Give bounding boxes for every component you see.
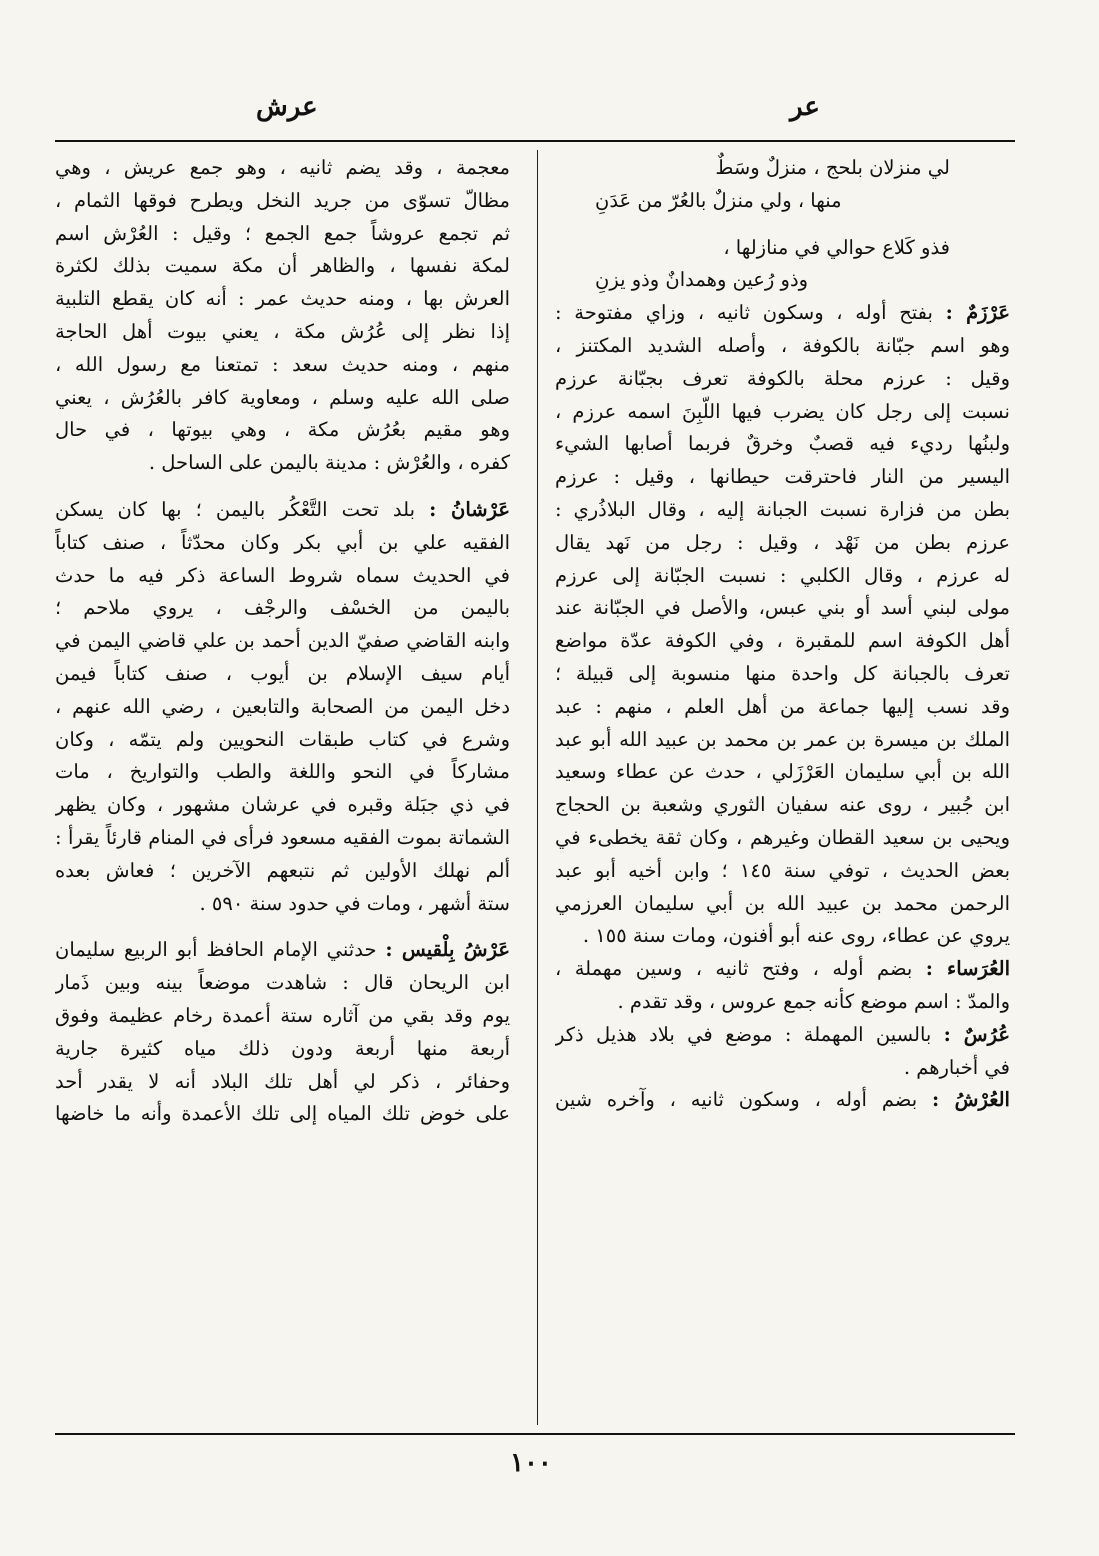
text-line: [55, 888, 510, 921]
line-text: باليمن من الخسْف والرجْف ، يروي ملاحم ؛: [55, 596, 510, 620]
left-text-column: [55, 152, 510, 1131]
line-text: ويحيى بن سعيد القطان وغيرهم ، وكان ثقة يخطىء في: [555, 825, 1010, 849]
line-text: فذو كَلاع حوالي في منازلها ،: [723, 235, 950, 259]
line-text: وحفائر ، ذكر لي أهل تلك البلاد أنه لا يقدر أحد: [55, 1069, 510, 1093]
line-text: عرزم بطن من نَهْد ، وقيل : رجل من نَهد يقال: [555, 530, 1010, 554]
line-text: ولبنُها رديء فيه قصبٌ وخرقٌ فربما أصابها الشيء: [555, 432, 1010, 456]
line-text: حدثني الإمام الحافظ أبو الربيع سليمان: [55, 938, 386, 962]
line-text: وقد نسب إليها جماعة من أهل العلم ، منهم : عبد: [555, 694, 1010, 718]
line-text: مظالّ تسوّى من جريد النخل ويطرح فوقها الثمام ،: [55, 188, 510, 212]
entry-headword: العُرَساء :: [925, 957, 1010, 981]
text-line: [55, 822, 510, 855]
verse-line: [555, 264, 1010, 297]
text-line: [555, 330, 1010, 363]
verse-line: [555, 232, 1010, 265]
text-line: [55, 1098, 510, 1131]
line-text: معجمة ، وقد يضم ثانيه ، وهو جمع عريش ، وهي: [55, 156, 510, 179]
text-line: [555, 527, 1010, 560]
text-line: [55, 756, 510, 789]
line-text: أيام سيف الإسلام بن أيوب ، صنف كتاباً فيمن: [55, 661, 510, 685]
line-text: بعض الحديث ، توفي سنة ١٤٥ ؛ وابن أخيه أبو عبد: [555, 858, 1010, 882]
line-text: وقيل : عرزم محلة بالكوفة تعرف بجبّانة عرزم: [555, 366, 1010, 390]
footer-rule: [55, 1433, 1015, 1435]
text-line: [55, 1066, 510, 1099]
text-line: [55, 250, 510, 283]
line-text: مولى لبني أسد أو بني عبس، والأصل في الجبّانة عند: [555, 596, 1010, 620]
line-text: العرش بها ، ومنه حديث عمر : أنه كان يقطع التلبية: [55, 287, 510, 311]
text-line: [55, 934, 510, 967]
line-text: الرحمن محمد بن عبيد الله بن أبي سليمان العرزمي: [555, 891, 1010, 915]
column-divider: [537, 150, 538, 1425]
line-text: الملك بن ميسرة بن عمر بن محمد بن عبيد الله أبو عبد: [555, 727, 1010, 751]
line-text: أربعة منها أربعة ودون ذلك مياه كثيرة جارية: [55, 1036, 510, 1060]
text-line: [55, 592, 510, 625]
line-text: لي منزلان بلحج ، منزلٌ وسَطٌ: [715, 156, 950, 179]
line-text: ثم تجمع عروشاً جمع الجمع ؛ وقيل : العُرْش اسم: [55, 221, 510, 245]
line-text: بطن من فزارة نسبت الجبانة إليه ، وقال البلاذُري :: [555, 497, 1010, 521]
paragraph-gap: [55, 920, 510, 934]
text-line: [555, 855, 1010, 888]
text-line: [55, 1000, 510, 1033]
line-text: على خوض تلك المياه إلى تلك الأعمدة وأنه ما خاضها: [55, 1102, 510, 1126]
text-line: [555, 888, 1010, 921]
text-line: [555, 494, 1010, 527]
text-line: [55, 855, 510, 888]
line-text: بفتح أوله ، وسكون ثانيه ، وزاي مفتوحة :: [555, 301, 946, 325]
text-line: [555, 920, 1010, 953]
text-line: [555, 428, 1010, 461]
text-line: [55, 1033, 510, 1066]
paragraph-gap: [555, 218, 1010, 232]
line-text: ابن الريحان قال : شاهدت موضعاً بينه وبين ذَمار: [55, 971, 510, 995]
line-text: الفقيه علي بن أبي بكر وكان محدّثاً ، صنف كتاباً: [55, 530, 510, 554]
text-line: [555, 461, 1010, 494]
line-text: وشرع في كتاب طبقات النحويين ولم يتمّه ، وكان: [55, 727, 510, 751]
line-text: منها ، ولي منزلٌ بالعُرّ من عَدَنِ: [595, 188, 842, 212]
right-text-column: [555, 152, 1010, 1117]
line-text: دخل اليمن من الصحابة والتابعين ، رضي الله عنهم ،: [55, 694, 510, 718]
line-text: في الحديث سماه شروط الساعة ذكر فيه ما حدث: [55, 563, 510, 587]
text-line: [55, 447, 510, 480]
text-line: [55, 349, 510, 382]
line-text: بالسين المهملة : موضع في بلاد هذيل ذكر: [555, 1022, 944, 1046]
line-text: اليسير من النار فاحترقت حيطانها ، وقيل : عرزم: [555, 465, 1010, 489]
line-text: بضم أوله ، وفتح ثانيه ، وسين مهملة ،: [555, 957, 926, 981]
line-text: ابن جُبير ، روى عنه سفيان الثوري وشعبة بن الحجاج: [555, 793, 1010, 817]
line-text: في أخبارهم .: [903, 1055, 1010, 1079]
entry-headword: العُرْشُ :: [932, 1088, 1010, 1112]
entry-headword: عُرُسٌ :: [943, 1022, 1010, 1046]
line-text: وهو مقيم بعُرُش مكة ، وهي بيوتها ، في حال: [55, 418, 510, 442]
text-line: [55, 218, 510, 251]
text-line: [55, 691, 510, 724]
text-line: [555, 756, 1010, 789]
text-line: [555, 592, 1010, 625]
text-line: [555, 1019, 1010, 1052]
text-line: [55, 658, 510, 691]
line-text: إذا نظر إلى عُرُش مكة ، يعني بيوت أهل الحاجة: [55, 319, 510, 343]
line-text: ستة أشهر ، ومات في حدود سنة ٥٩٠ .: [199, 891, 510, 915]
entry-headword: عَرْشُ بِلْقيس :: [385, 938, 510, 962]
line-text: يوم وقد بقي من آثاره ستة أعمدة رخام عظيمة وفوق: [55, 1003, 510, 1027]
text-line: [555, 986, 1010, 1019]
verse-line: [555, 185, 1010, 218]
line-text: صلى الله عليه وسلم ، ومعاوية كافر بالعُرُش ، يعني: [55, 385, 510, 409]
line-text: بضم أوله ، وسكون ثانيه ، وآخره شين: [555, 1088, 932, 1112]
line-text: ألم نهلك الأولين ثم نتبعهم الآخرين ؛ فعاش بعده: [55, 858, 510, 882]
text-line: [555, 822, 1010, 855]
text-line: [55, 185, 510, 218]
line-text: له عرزم ، وقال الكلبي : نسبت الجبّانة إلى عرزم: [555, 563, 1010, 587]
header-rule: [55, 140, 1015, 142]
text-line: [555, 363, 1010, 396]
line-text: وهو اسم جبّانة بالكوفة ، وأصله الشديد المكتنز ،: [555, 333, 1010, 357]
text-line: [55, 414, 510, 447]
line-text: كفره ، والعُرْش : مدينة باليمن على الساحل .: [148, 451, 510, 475]
entry-headword: عَرْشانُ :: [429, 497, 510, 521]
line-text: تعرف بالجبانة كل واحدة منها منسوبة إلى قبيلة ؛: [555, 661, 1010, 685]
line-text: نسبت إلى رجل كان يضرب فيها اللّبِنَ اسمه عرزم ،: [555, 399, 1010, 423]
text-line: [55, 789, 510, 822]
running-header-right: عر: [790, 92, 820, 122]
line-text: الشماتة بموت الفقيه مسعود فرأى في المنام قارئاً يقرأ :: [55, 825, 510, 849]
text-line: [555, 1084, 1010, 1117]
line-text: يروي عن عطاء، روى عنه أبو أفنون، ومات سنة ١٥٥ .: [582, 924, 1010, 948]
entry-headword: عَرْزَمٌ :: [945, 301, 1010, 325]
line-text: لمكة نفسها ، والظاهر أن مكة سميت بذلك لكثرة: [55, 254, 510, 278]
text-line: [55, 316, 510, 349]
text-line: [555, 560, 1010, 593]
line-text: والمدّ : اسم موضع كأنه جمع عروس ، وقد تقدم .: [617, 989, 1010, 1013]
line-text: أهل الكوفة اسم للمقبرة ، وفي الكوفة عدّة مواضع: [555, 629, 1010, 653]
text-line: [55, 560, 510, 593]
page-number: ١٠٠: [510, 1448, 552, 1478]
text-line: [555, 396, 1010, 429]
text-line: [555, 691, 1010, 724]
line-text: مشاركاً في النحو واللغة والطب والتواريخ ، مات: [55, 760, 510, 784]
text-line: [555, 658, 1010, 691]
text-line: [55, 967, 510, 1000]
text-line: [55, 625, 510, 658]
line-text: بلد تحت التَّعْكُر باليمن ؛ بها كان يسكن: [55, 497, 430, 521]
line-text: وذو رُعين وهمدانٌ وذو يزنِ: [595, 268, 809, 292]
text-line: [55, 494, 510, 527]
line-text: منهم ، ومنه حديث سعد : تمتعنا مع رسول الله ،: [55, 352, 510, 376]
line-text: وابنه القاضي صفيّ الدين أحمد بن علي قاضي اليمن في: [55, 629, 510, 653]
paragraph-gap: [55, 480, 510, 494]
verse-line: [555, 152, 1010, 185]
text-line: [555, 953, 1010, 986]
text-line: [55, 382, 510, 415]
text-line: [55, 527, 510, 560]
line-text: في ذي جبَلة وقبره في عرشان مشهور ، وكان يظهر: [55, 793, 510, 817]
text-line: [55, 724, 510, 757]
text-line: [555, 1052, 1010, 1085]
text-line: [55, 283, 510, 316]
text-line: [555, 789, 1010, 822]
running-header-left: عرش: [256, 92, 318, 122]
text-line: [555, 724, 1010, 757]
text-line: [555, 297, 1010, 330]
text-line: [55, 152, 510, 185]
line-text: الله بن أبي سليمان العَرْزَلي ، حدث عن عطاء وسعيد: [555, 760, 1010, 784]
text-line: [555, 625, 1010, 658]
